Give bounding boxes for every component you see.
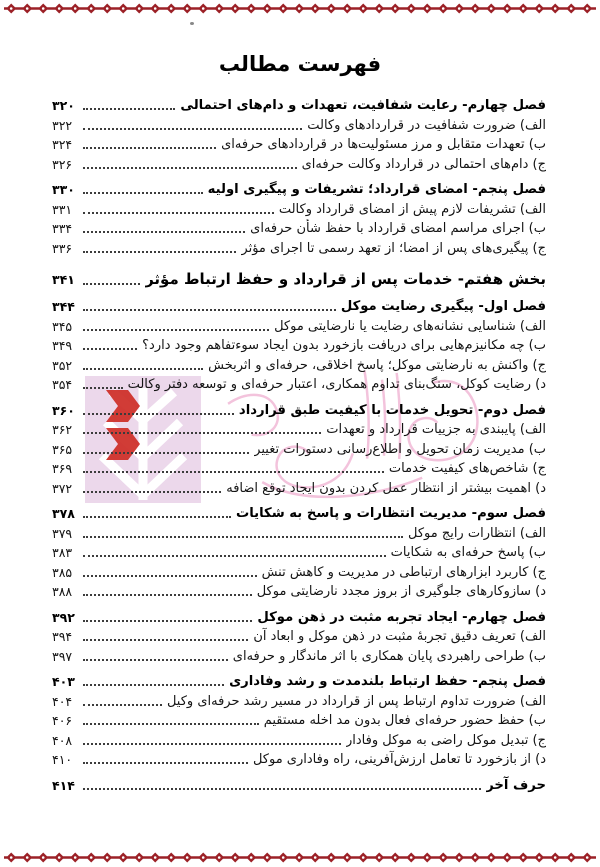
toc-entry-page: ۳۹۷: [52, 648, 73, 664]
toc-leader-dots: [83, 762, 248, 764]
toc-entry-page: ۳۴۱: [52, 272, 75, 288]
toc-entry: [52, 297, 546, 317]
toc-entry: [52, 401, 546, 421]
toc-entry-page: ۴۰۸: [52, 732, 73, 748]
toc-leader-dots: [83, 432, 321, 434]
toc-leader-dots: [83, 192, 203, 194]
toc-entry-label: فصل اول- پیگیری رضایت موکل: [340, 299, 546, 314]
toc-entry-label: ج) دام‌های احتمالی در قرارداد وکالت حرفه‌ای: [301, 156, 546, 172]
toc-entry-page: ۳۶۰: [52, 402, 75, 418]
toc-leader-dots: [83, 329, 269, 331]
toc-leader-dots: [83, 743, 341, 745]
toc-leader-dots: [83, 620, 252, 622]
toc-entry: [52, 692, 546, 712]
toc-entry-label: بخش هفتم- خدمات پس از قرارداد و حفظ ارتباط مؤثر: [145, 270, 546, 289]
toc-entry-page: ۳۶۹: [52, 461, 73, 476]
toc-entry-label: ج) کاربرد ابزارهای ارتباطی در مدیریت و کاهش تنش: [261, 564, 546, 580]
toc-leader-dots: [83, 348, 137, 350]
toc-entry-label: ب) حفظ حضور حرفه‌ای فعال بدون مد اخله مستقیم: [263, 713, 546, 728]
toc-entry-page: ۳۸۳: [52, 545, 73, 560]
toc-entry: [52, 135, 546, 155]
toc-leader-dots: [83, 309, 336, 311]
toc-entry-page: ۳۷۲: [52, 480, 73, 496]
toc-entry: [52, 459, 546, 479]
toc-entry-page: ۳۹۴: [52, 629, 73, 644]
toc-leader-dots: [83, 684, 224, 686]
toc-entry: [52, 420, 546, 440]
toc-leader-dots: [83, 723, 259, 725]
toc-entry-label: فصل چهارم- ایجاد تجربه مثبت در ذهن موکل: [257, 609, 546, 625]
toc-entry-page: ۴۱۴: [52, 777, 75, 793]
toc-entry: [52, 375, 546, 395]
toc-entry-page: ۳۲۲: [52, 117, 73, 133]
toc-entry: [52, 219, 546, 239]
toc-entry-page: ۴۰۳: [52, 674, 75, 689]
toc-entry: [52, 479, 546, 499]
toc-entry-label: الف) انتظارات رایج موکل: [407, 525, 546, 541]
toc-entry: [52, 563, 546, 583]
toc-entry-label: الف) ضرورت تداوم ارتباط پس از قرارداد در مسیر رشد حرفه‌ای وکیل: [166, 693, 546, 709]
toc-entry-label: ج) تبدیل موکل راضی به موکل وفادار: [346, 732, 546, 748]
toc-leader-dots: [83, 167, 297, 169]
toc-entry-page: ۳۷۸: [52, 506, 75, 521]
toc-leader-dots: [83, 283, 140, 285]
toc-entry: [52, 711, 546, 731]
toc-entry-page: ۳۵۴: [52, 377, 73, 392]
toc-entry: [52, 627, 546, 647]
toc-leader-dots: [83, 704, 162, 706]
toc-entry: [52, 116, 546, 136]
toc-entry-label: د) از بازخورد تا تعامل ارزش‌آفرینی، راه وفاداری موکل: [252, 752, 546, 767]
toc-entry-label: ج) پیگیری‌های پس از امضا؛ از تعهد رسمی تا اجرای مؤثر: [241, 240, 546, 256]
toc-entry-page: ۳۸۵: [52, 564, 73, 580]
toc-entry: [52, 317, 546, 337]
toc-leader-dots: [83, 368, 203, 370]
toc-entry: [52, 672, 546, 692]
toc-entry-page: ۳۳۴: [52, 221, 73, 236]
toc-leader-dots: [83, 108, 175, 110]
toc-entry-page: ۳۵۲: [52, 357, 73, 373]
toc-leader-dots: [83, 471, 384, 473]
toc-entry-page: ۳۳۰: [52, 182, 75, 197]
toc-entry-page: ۳۸۸: [52, 584, 73, 599]
toc-entry-label: الف) پایبندی به جزییات قرارداد و تعهدات: [326, 422, 546, 437]
toc-entry-label: الف) شناسایی نشانه‌های رضایت یا نارضایتی موکل: [274, 318, 546, 334]
toc-leader-dots: [83, 251, 236, 253]
toc-leader-dots: [83, 128, 302, 130]
toc-entry-label: فصل دوم- تحویل خدمات با کیفیت طبق قرارداد: [238, 402, 546, 418]
toc-entry-page: ۳۳۱: [52, 201, 73, 217]
toc-entry-label: حرف آخر: [486, 777, 546, 793]
toc-leader-dots: [83, 491, 221, 493]
toc-entry: [52, 524, 546, 544]
toc-entry-label: ب) پاسخ حرفه‌ای به شکایات: [390, 545, 546, 560]
toc-entry-page: ۳۲۰: [52, 98, 75, 113]
toc-entry-label: ج) شاخص‌های کیفیت خدمات: [388, 461, 546, 476]
toc-leader-dots: [83, 594, 252, 596]
decorative-border-bottom: [4, 852, 596, 863]
toc-entry-label: د) اهمیت بیشتر از انتظار عمل کردن بدون ایجاد توقع اضافه: [226, 480, 546, 496]
toc-entry-label: فصل پنجم- حفظ ارتباط بلندمدت و رشد وفاداری: [229, 674, 546, 689]
toc-entry-label: ب) اجرای مراسم امضای قرارداد با حفظ شأن حرفه‌ای: [250, 221, 546, 236]
toc-entry-label: فصل چهارم- رعایت شفافیت، تعهدات و دام‌های احتمالی: [180, 98, 546, 113]
toc-entry: [52, 582, 546, 602]
toc-leader-dots: [83, 231, 245, 233]
toc-entry: [52, 647, 546, 667]
toc-entry-label: فصل سوم- مدیریت انتظارات و پاسخ به شکایات: [235, 506, 546, 521]
toc-entry-label: الف) تشریفات لازم پیش از امضای قرارداد وکالت: [278, 201, 546, 217]
toc-entry: [52, 180, 546, 200]
toc-entry: [52, 269, 546, 291]
toc-entry-label: ج) واکنش به نارضایتی موکل؛ پاسخ اخلاقی، حرفه‌ای و اثربخش: [208, 357, 546, 373]
toc-entry: [52, 543, 546, 563]
page-title: فهرست مطالب: [218, 52, 382, 76]
toc-leader-dots: [83, 575, 257, 577]
toc-leader-dots: [83, 387, 123, 389]
toc-entry-page: ۳۷۹: [52, 525, 73, 541]
toc-entry-page: ۴۰۴: [52, 693, 73, 709]
toc-leader-dots: [83, 413, 234, 415]
toc-entry: [52, 96, 546, 116]
toc-entry: [52, 440, 546, 460]
toc-leader-dots: [83, 555, 386, 557]
toc-entry-page: ۳۳۶: [52, 240, 73, 256]
toc-entry-page: ۳۴۴: [52, 299, 75, 314]
toc-leader-dots: [83, 212, 274, 214]
toc-entry: [52, 336, 546, 356]
toc-entry-label: ب) تعهدات متقابل و مرز مسئولیت‌ها در قراردادهای حرفه‌ای: [221, 137, 546, 152]
toc-entry-page: ۳۹۲: [52, 609, 75, 625]
toc-entry: [52, 356, 546, 376]
toc-leader-dots: [83, 659, 228, 661]
toc-entry: [52, 750, 546, 770]
toc-entry-page: ۳۲۶: [52, 156, 73, 172]
toc-entry: [52, 504, 546, 524]
toc-leader-dots: [83, 536, 403, 538]
toc-entry-label: ب) مدیریت زمان تحویل و اطلاع‌رسانی دستورات تغییر: [254, 441, 546, 457]
toc-entry-label: د) سازوکارهای جلوگیری از بروز مجدد نارضایتی موکل: [256, 584, 546, 599]
toc-entry: [52, 200, 546, 220]
toc-entry-page: ۳۲۴: [52, 137, 73, 152]
toc-entry-label: فصل پنجم- امضای قرارداد؛ تشریفات و پیگیری اولیه: [207, 182, 546, 197]
toc-list: [0, 77, 600, 795]
toc-leader-dots: [83, 788, 481, 790]
toc-entry-label: ب) طراحی راهبردی پایان همکاری با اثر ماندگار و حرفه‌ای: [232, 648, 546, 664]
toc-leader-dots: [83, 516, 231, 518]
toc-entry: [52, 239, 546, 259]
toc-entry-page: ۳۴۵: [52, 318, 73, 334]
toc-entry-page: ۳۴۹: [52, 338, 73, 353]
toc-entry: [52, 731, 546, 751]
toc-entry-page: ۳۶۵: [52, 441, 73, 457]
toc-entry: [52, 155, 546, 175]
toc-entry-label: الف) تعریف دقیق تجربهٔ مثبت در ذهن موکل و ابعاد آن: [253, 629, 546, 644]
toc-entry: [52, 608, 546, 628]
toc-entry-page: ۴۱۰: [52, 752, 73, 767]
toc-entry-page: ۴۰۶: [52, 713, 73, 728]
toc-leader-dots: [83, 147, 216, 149]
toc-entry-label: د) رضایت کوکل، سنگ‌بنای تداوم همکاری، اعتبار حرفه‌ای و توسعه دفتر وکالت: [127, 377, 546, 392]
toc-entry: [52, 776, 546, 796]
toc-entry-label: ب) چه مکانیزم‌هایی برای دریافت بازخورد بدون ایجاد سوءتفاهم وجود دارد؟: [142, 338, 546, 353]
toc-entry-label: الف) ضرورت شفافیت در قراردادهای وکالت: [307, 117, 546, 133]
toc-leader-dots: [83, 452, 249, 454]
toc-entry-page: ۳۶۲: [52, 422, 73, 437]
toc-leader-dots: [83, 639, 248, 641]
